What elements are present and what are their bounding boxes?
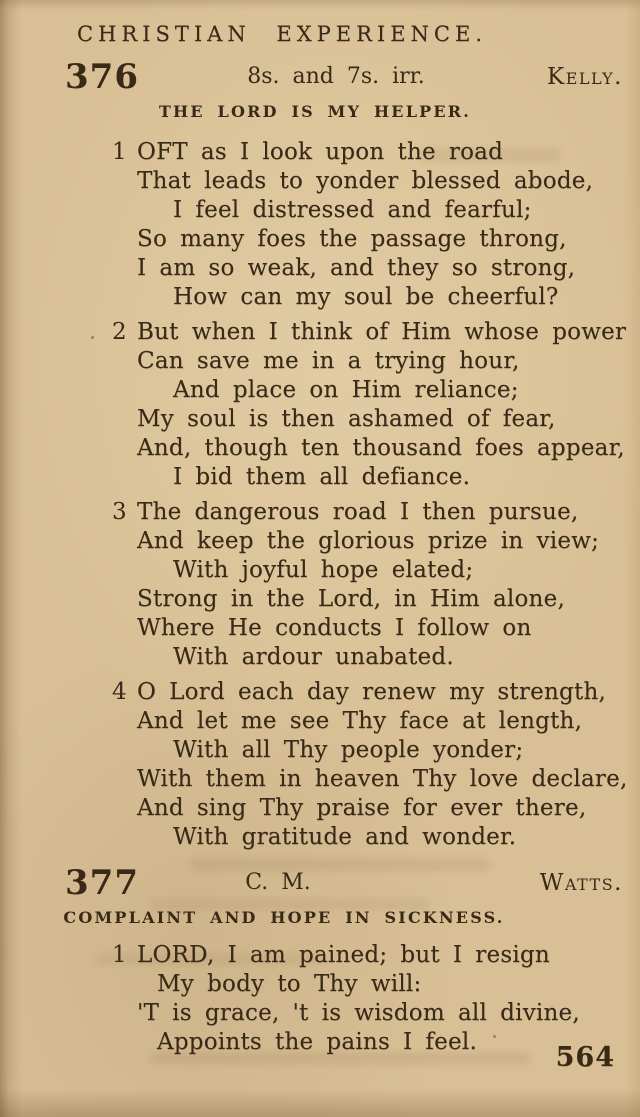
page-number: 564 xyxy=(555,1042,615,1073)
verse-line: Where He conducts I follow on xyxy=(137,615,532,641)
running-head: CHRISTIAN EXPERIENCE. xyxy=(76,22,488,46)
hymn-meter: 8s. and 7s. irr. xyxy=(247,64,425,89)
verse-number: 3 xyxy=(112,499,127,525)
verse-number: 1 xyxy=(112,942,127,968)
hymn-header xyxy=(65,58,623,96)
verse-line: And keep the glorious prize in view; xyxy=(137,528,600,554)
verse-line: LORD, I am pained; but I resign xyxy=(137,942,550,968)
verse xyxy=(65,498,623,672)
verse-number: 4 xyxy=(112,679,127,705)
hymn-author: Watts. xyxy=(539,870,623,896)
verse-line: My body to Thy will: xyxy=(157,971,422,997)
verse-line: With them in heaven Thy love declare, xyxy=(137,766,628,792)
verse-line: I bid them all defiance. xyxy=(173,464,471,490)
verse-line: And sing Thy praise for ever there, xyxy=(137,795,587,821)
verse-line: With ardour unabated. xyxy=(173,644,454,670)
hymn-title: THE LORD IS MY HELPER. xyxy=(158,102,472,121)
verse-line: Can save me in a trying hour, xyxy=(137,348,520,374)
verse-line: I am so weak, and they so strong, xyxy=(137,255,576,281)
verse-number: 1 xyxy=(112,139,127,165)
hymn-meter: C. M. xyxy=(245,870,311,895)
verse-line: How can my soul be cheerful? xyxy=(173,284,559,310)
verse-line: OFT as I look upon the road xyxy=(137,139,504,165)
verse-line: And, though ten thousand foes appear, xyxy=(137,435,625,461)
verse-line: My soul is then ashamed of fear, xyxy=(137,406,556,432)
verse-line: And let me see Thy face at length, xyxy=(137,708,583,734)
hymn-list xyxy=(63,57,628,1057)
verse-line: 'T is grace, 't is wisdom all divine, xyxy=(137,1000,580,1026)
verse-line: Strong in the Lord, in Him alone, xyxy=(137,586,565,612)
verse xyxy=(65,678,628,852)
verse-line: With joyful hope elated; xyxy=(173,557,474,583)
verse-line: O Lord each day renew my strength, xyxy=(137,679,607,705)
hymn-header xyxy=(65,864,623,902)
verse-line: I feel distressed and fearful; xyxy=(173,197,532,223)
verse xyxy=(65,318,627,492)
hymn-section-377 xyxy=(65,864,623,1057)
verse-line: With all Thy people yonder; xyxy=(173,737,524,763)
hymn-title: COMPLAINT AND HOPE IN SICKNESS. xyxy=(63,908,505,927)
verse-line: That leads to yonder blessed abode, xyxy=(137,168,594,194)
page-content xyxy=(63,0,628,1063)
hymn-verses xyxy=(65,138,628,852)
verse xyxy=(65,138,623,312)
verse-line: And place on Him reliance; xyxy=(173,377,519,403)
hymn-verses xyxy=(65,941,623,1057)
hymn-author: Kelly. xyxy=(547,64,623,90)
verse-number: 2 xyxy=(112,319,127,345)
hymn-section-376 xyxy=(65,57,628,852)
verse-line: So many foes the passage throng, xyxy=(137,226,567,252)
verse-line: With gratitude and wonder. xyxy=(173,824,517,850)
verse xyxy=(65,941,623,1057)
verse-line: The dangerous road I then pursue, xyxy=(137,499,579,525)
hymn-number: 377 xyxy=(65,863,139,903)
verse-line: But when I think of Him whose power xyxy=(137,319,627,345)
hymn-number: 376 xyxy=(65,57,139,97)
verse-line: Appoints the pains I feel. xyxy=(157,1029,477,1055)
